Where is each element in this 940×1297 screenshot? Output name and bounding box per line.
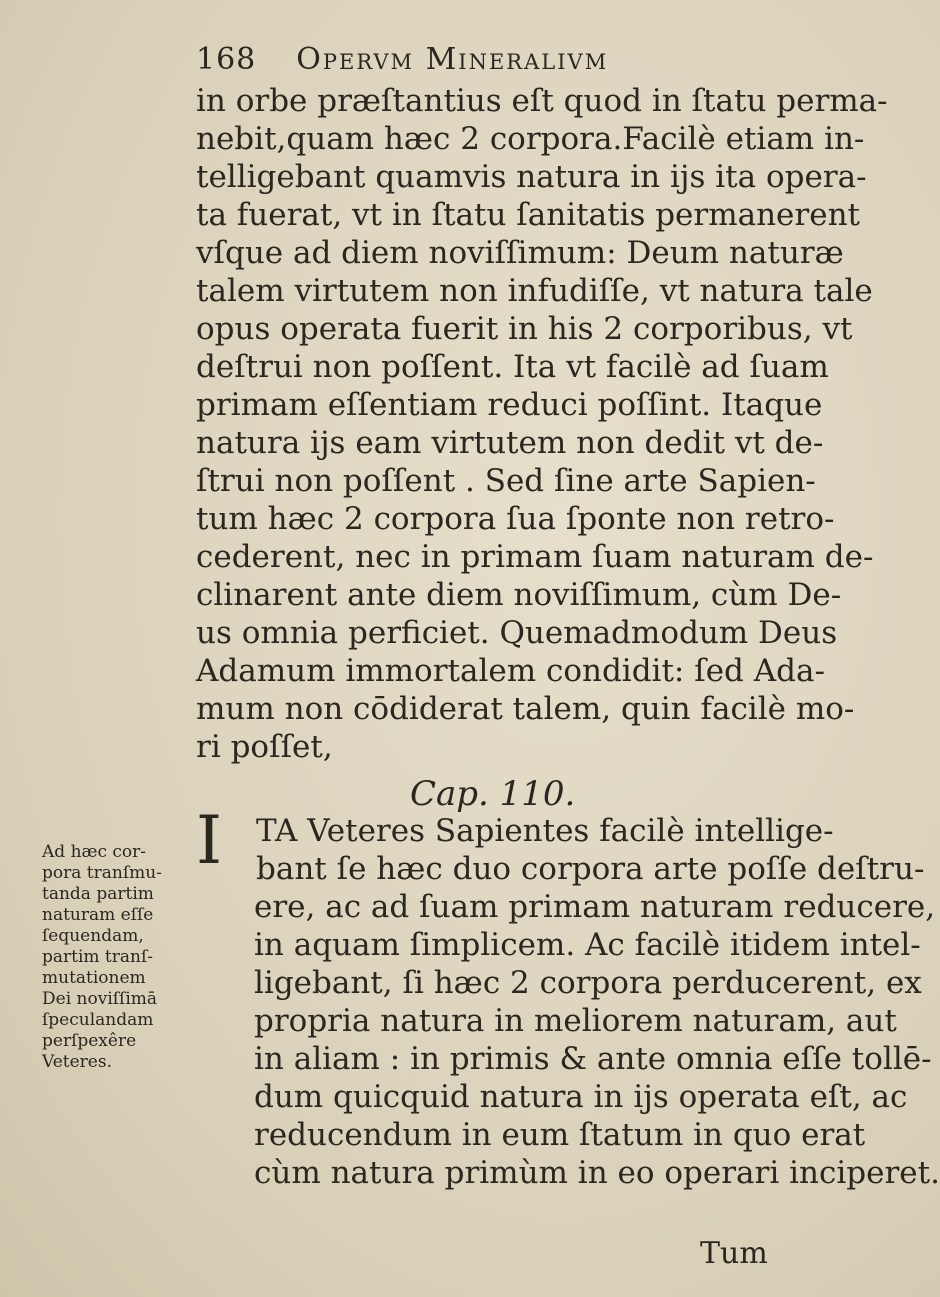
margin-note-line: perſpexêre bbox=[42, 1031, 137, 1051]
chapter-line: propria natura in meliorem naturam, aut bbox=[254, 1003, 897, 1039]
chapter-line: TA Veteres Sapientes facilè intellige- bbox=[256, 813, 834, 849]
chapter-heading: Cap. 110. bbox=[410, 774, 576, 814]
body-line: Adamum immortalem condidit: ſed Ada- bbox=[196, 653, 825, 689]
margin-note-line: mutationem bbox=[42, 968, 146, 988]
chapter-line: in aquam ſimplicem. Ac facilè itidem intel- bbox=[254, 927, 921, 963]
body-line: telligebant quamvis natura in ijs ita opera- bbox=[196, 159, 867, 195]
body-line: in orbe præſtantius eſt quod in ſtatu perma- bbox=[196, 83, 888, 119]
body-line: cederent, nec in primam ſuam naturam de- bbox=[196, 539, 874, 575]
body-line: primam eſſentiam reduci poſſint. Itaque bbox=[196, 387, 823, 423]
chapter-line: in aliam : in primis & ante omnia eſſe tollē- bbox=[254, 1041, 932, 1077]
body-line: tum hæc 2 corpora ſua ſponte non retro- bbox=[196, 501, 835, 537]
chapter-line: cùm natura primùm in eo operari inciperet. bbox=[254, 1155, 940, 1191]
body-line: mum non cōdiderat talem, quin facilè mo- bbox=[196, 691, 855, 727]
body-line: ri poſſet, bbox=[196, 729, 333, 765]
body-line: clinarent ante diem noviſſimum, cùm De- bbox=[196, 577, 842, 613]
body-line: talem virtutem non infudiſſe, vt natura tale bbox=[196, 273, 873, 309]
chapter-line: ligebant, ſi hæc 2 corpora perducerent, ex bbox=[254, 965, 922, 1001]
margin-note-line: tanda partim bbox=[42, 884, 154, 904]
chapter-line: bant ſe hæc duo corpora arte poſſe deſtru- bbox=[256, 851, 925, 887]
page-header bbox=[196, 42, 756, 82]
margin-note-line: pora tranſmu- bbox=[42, 863, 162, 883]
body-line: vſque ad diem noviſſimum: Deum naturæ bbox=[196, 235, 844, 271]
margin-note-line: Ad hæc cor- bbox=[42, 842, 147, 862]
body-line: ſtrui non poſſent . Sed ſine arte Sapien- bbox=[196, 463, 816, 499]
body-line: ta fuerat, vt in ſtatu ſanitatis permanerent bbox=[196, 197, 860, 233]
page-number: 168 bbox=[196, 42, 257, 77]
margin-note-line: ſpeculandam bbox=[42, 1010, 154, 1030]
body-line: natura ijs eam virtutem non dedit vt de- bbox=[196, 425, 824, 461]
chapter-line: reducendum in eum ſtatum in quo erat bbox=[254, 1117, 866, 1153]
margin-note-line: Dei noviſſimā bbox=[42, 989, 158, 1009]
body-line: nebit,quam hæc 2 corpora.Facilè etiam in- bbox=[196, 121, 865, 157]
body-line: deſtrui non poſſent. Ita vt facilè ad ſuam bbox=[196, 349, 829, 385]
chapter-line: dum quicquid natura in ijs operata eſt, ac bbox=[254, 1079, 908, 1115]
margin-note-line: Veteres. bbox=[42, 1052, 112, 1072]
margin-note-line: partim tranſ- bbox=[42, 947, 154, 967]
running-head: Opervm Mineralivm bbox=[296, 42, 609, 77]
body-line: us omnia perficiet. Quemadmodum Deus bbox=[196, 615, 838, 651]
body-line: opus operata fuerit in his 2 corporibus, vt bbox=[196, 311, 853, 347]
margin-note-line: ſequendam, bbox=[42, 926, 144, 946]
catchword: Tum bbox=[700, 1236, 768, 1271]
drop-initial: I bbox=[196, 802, 223, 879]
chapter-line: ere, ac ad ſuam primam naturam reducere, bbox=[254, 889, 936, 925]
margin-note-line: naturam eſſe bbox=[42, 905, 154, 925]
